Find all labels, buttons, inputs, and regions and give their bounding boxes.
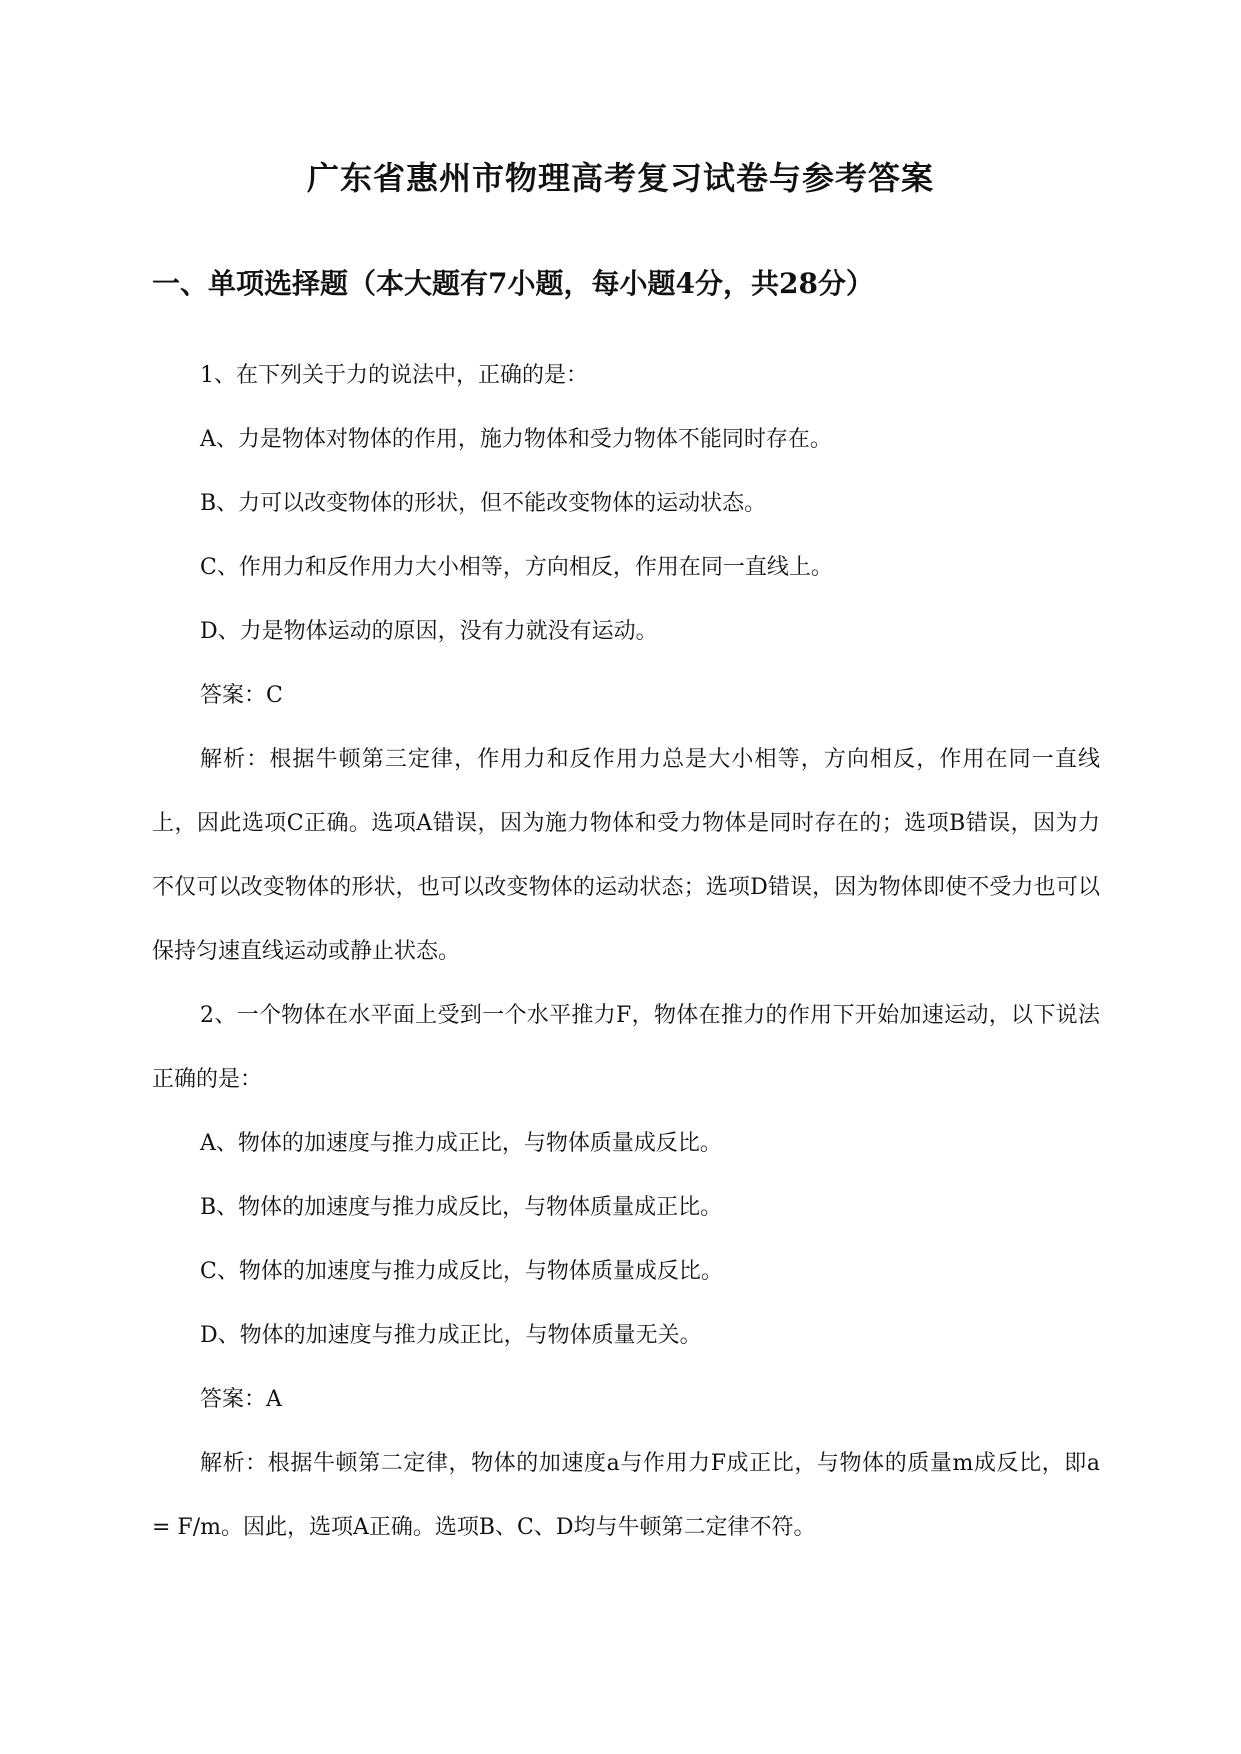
option-c: C、作用力和反作用力大小相等，方向相反，作用在同一直线上。 bbox=[200, 555, 833, 580]
option-a: A、力是物体对物体的作用，施力物体和受力物体不能同时存在。 bbox=[200, 427, 832, 452]
question-stem: 2、一个物体在水平面上受到一个水平推力F，物体在推力的作用下开始加速运动，以下说法正确的是： bbox=[152, 1003, 1100, 1092]
question-1 bbox=[152, 344, 1100, 984]
option-a: A、物体的加速度与推力成正比，与物体质量成反比。 bbox=[200, 1131, 722, 1156]
document-title: 广东省惠州市物理高考复习试卷与参考答案 bbox=[306, 159, 934, 197]
question-stem: 1、在下列关于力的说法中，正确的是： bbox=[200, 363, 588, 388]
answer: 答案：A bbox=[200, 1387, 282, 1412]
answer: 答案：C bbox=[200, 683, 283, 708]
analysis: 解析：根据牛顿第三定律，作用力和反作用力总是大小相等，方向相反，作用在同一直线上，因此选项C正确。选项A错误，因为施力物体和受力物体是同时存在的；选项B错误，因为力不仅可以改变物体的形状，也可以改变物体的运动状态；选项D错误，因为物体即使不受力也可以保持匀速直线运动或静止状态。 bbox=[152, 747, 1100, 964]
option-b: B、力可以改变物体的形状，但不能改变物体的运动状态。 bbox=[200, 491, 767, 516]
question-list bbox=[152, 344, 1100, 1560]
analysis: 解析：根据牛顿第二定律，物体的加速度a与作用力F成正比，与物体的质量m成反比，即a = F/m。因此，选项A正确。选项B、C、D均与牛顿第二定律不符。 bbox=[152, 1451, 1100, 1540]
question-2 bbox=[152, 984, 1100, 1560]
option-d: D、物体的加速度与推力成正比，与物体质量无关。 bbox=[200, 1323, 702, 1348]
option-c: C、物体的加速度与推力成反比，与物体质量成反比。 bbox=[200, 1259, 723, 1284]
section-heading: 一、单项选择题（本大题有7小题，每小题4分，共28分） bbox=[152, 267, 874, 300]
option-d: D、力是物体运动的原因，没有力就没有运动。 bbox=[200, 619, 658, 644]
option-b: B、物体的加速度与推力成反比，与物体质量成正比。 bbox=[200, 1195, 723, 1220]
